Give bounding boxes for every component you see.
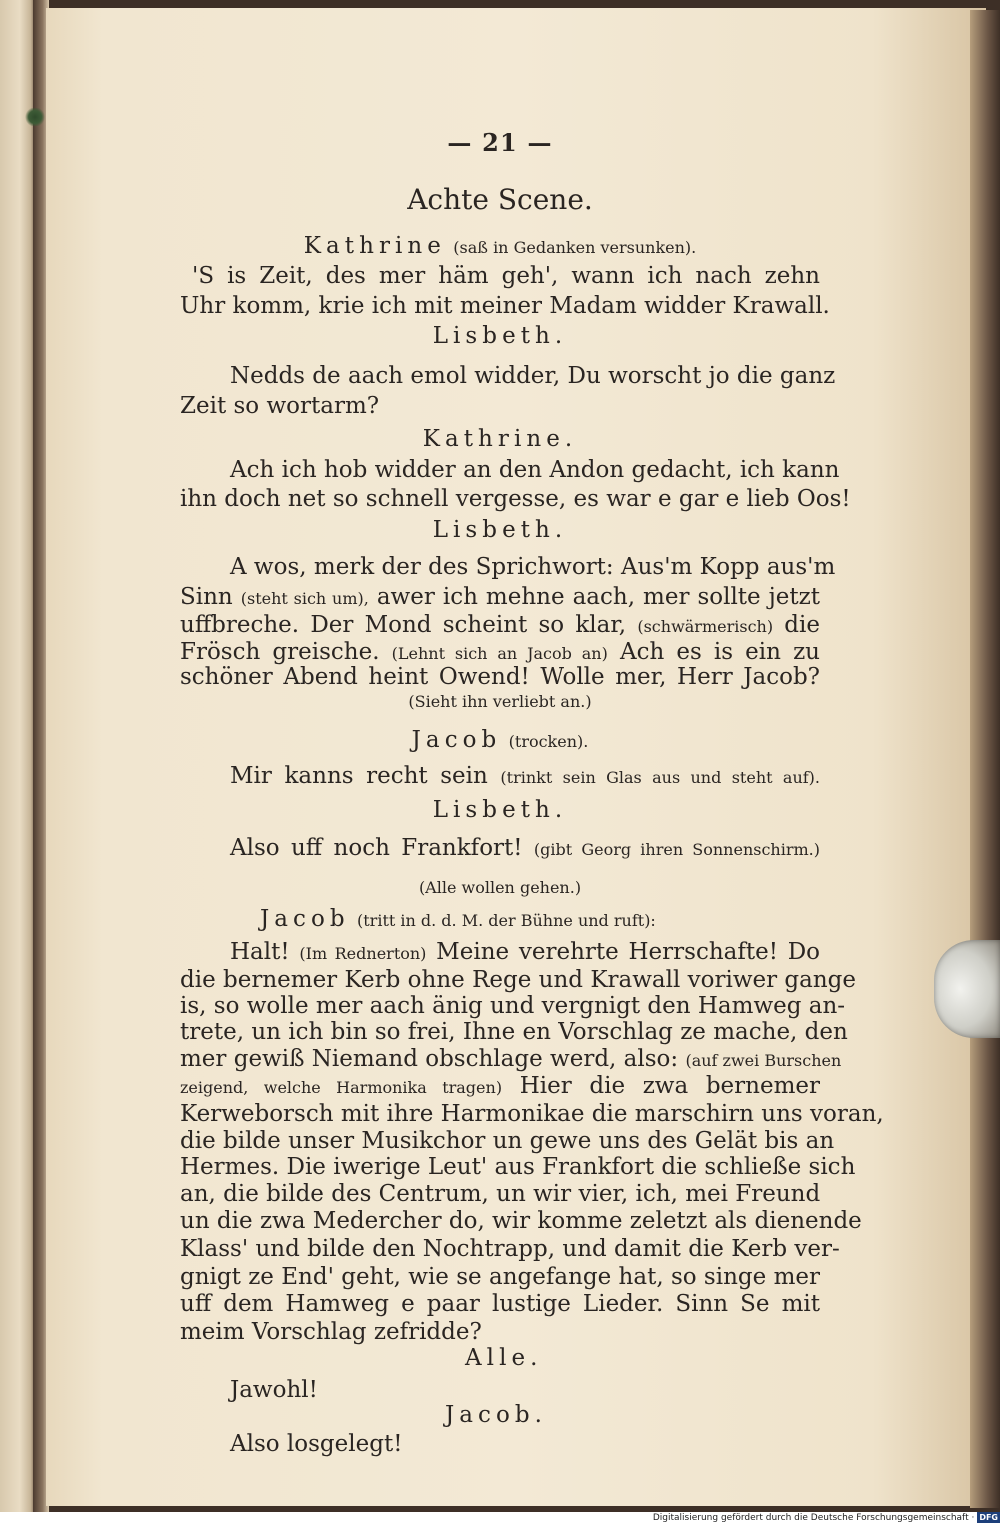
scene-title: Achte Scene.	[407, 183, 593, 216]
speaker-name: Lisbeth.	[432, 323, 568, 349]
dialogue-line: uffbreche. Der Mond scheint so klar, (schwärmerisch) die	[180, 612, 820, 638]
dialogue-line: mer gewiß Niemand obschlage werd, also: (auf zwei Burschen	[180, 1046, 842, 1072]
dialogue-line: A wos, merk der des Sprichwort: Aus'm Kopp aus'm	[230, 554, 836, 580]
dialogue-line: trete, un ich bin so frei, Ihne en Vorschlag ze mache, den	[180, 1019, 848, 1045]
stain-mark	[24, 108, 46, 126]
dialogue-line: schöner Abend heint Owend! Wolle mer, Herr Jacob?	[180, 664, 820, 690]
dialogue-line: Jawohl!	[230, 1377, 318, 1403]
dialogue-line: Also losgelegt!	[230, 1431, 403, 1457]
dialogue-line: zeigend, welche Harmonika tragen) Hier die zwa bernemer	[180, 1073, 821, 1099]
stage-direction: (trinkt sein Glas aus und steht auf).	[500, 768, 820, 787]
page-edge	[970, 10, 1000, 1508]
dialogue-line: Klass' und bilde den Nochtrapp, und damit die Kerb ver-	[180, 1236, 840, 1262]
dialogue-line: Halt! (Im Rednerton) Meine verehrte Herrschafte! Do	[230, 939, 820, 965]
dialogue-line: Ach ich hob widder an den Andon gedacht, ich kann	[230, 457, 840, 483]
speaker-name: Jacob	[411, 727, 502, 753]
stage-direction: (gibt Georg ihren Sonnenschirm.)	[533, 840, 821, 859]
digitization-footer	[600, 1512, 1000, 1525]
stage-direction: (Sieht ihn verliebt an.)	[408, 692, 592, 711]
dialogue-line: uff dem Hamweg e paar lustige Lieder. Sinn Se mit	[180, 1291, 820, 1317]
dfg-logo: DFG	[979, 1513, 998, 1522]
dialogue-line: un die zwa Medercher do, wir komme zeletzt als dienende	[180, 1208, 862, 1234]
stage-direction: (schwärmerisch)	[637, 617, 774, 636]
dialogue-line: die bilde unser Musikchor un gewe uns des Gelät bis an	[180, 1128, 835, 1154]
speaker-heading	[180, 232, 820, 262]
speaker-name: Kathrine	[303, 233, 446, 259]
dialogue-line: meim Vorschlag zefridde?	[180, 1319, 482, 1345]
left-page-edge	[0, 0, 36, 1512]
speaker-name: Lisbeth.	[432, 517, 568, 543]
dialogue-line: an, die bilde des Centrum, un wir vier, ich, mei Freund	[180, 1181, 821, 1207]
speaker-name: Lisbeth.	[432, 797, 568, 823]
stage-direction: (trocken).	[508, 732, 589, 751]
speaker-heading	[180, 726, 820, 756]
stage-direction: (Alle wollen gehen.)	[418, 878, 582, 897]
stage-direction: (saß in Gedanken versunken).	[453, 238, 697, 257]
speaker-name: Kathrine.	[422, 426, 578, 452]
speaker-name: Alle.	[465, 1345, 543, 1371]
dialogue-line: Also uff noch Frankfort! (gibt Georg ihren Sonnenschirm.)	[230, 835, 821, 861]
dialogue-line: Hermes. Die iwerige Leut' aus Frankfort die schließe sich	[180, 1154, 856, 1180]
dialogue-line: Nedds de aach emol widder, Du worscht jo die ganz	[230, 363, 836, 389]
bookmark-tab	[934, 940, 1000, 1038]
dialogue-line: Sinn (steht sich um), awer ich mehne aach, mer sollte jetzt	[180, 584, 821, 610]
speaker-name: Jacob	[260, 906, 350, 932]
dialogue-line: Frösch greische. (Lehnt sich an Jacob an) Ach es is ein zu	[180, 639, 820, 665]
dialogue-line: Uhr komm, krie ich mit meiner Madam widder Krawall.	[180, 293, 830, 319]
dialogue-line: Zeit so wortarm?	[180, 393, 380, 419]
dialogue-line: is, so wolle mer aach änig und vergnigt den Hamweg an-	[180, 993, 846, 1019]
speaker-name: Jacob.	[445, 1402, 548, 1428]
dialogue-line: gnigt ze End' geht, wie se angefange hat, so singe mer	[180, 1264, 820, 1290]
stage-direction: (Lehnt sich an Jacob an)	[391, 644, 608, 663]
dialogue-line: 'S is Zeit, des mer häm geh', wann ich nach zehn	[192, 263, 820, 289]
page-number: — 21 —	[447, 128, 553, 157]
stage-direction: (auf zwei Burschen	[685, 1051, 842, 1070]
footer-text: Digitalisierung gefördert durch die Deutsche Forschungsgemeinschaft ·	[652, 1513, 975, 1523]
stage-direction: zeigend, welche Harmonika tragen)	[180, 1078, 503, 1097]
stage-direction: (Im Rednerton)	[299, 944, 427, 963]
dialogue-line: ihn doch net so schnell vergesse, es war e gar e lieb Oos!	[180, 486, 851, 512]
dialogue-line: Mir kanns recht sein (trinkt sein Glas aus und steht auf).	[230, 763, 820, 789]
dialogue-line: Kerweborsch mit ihre Harmonikae die marschirn uns voran,	[180, 1101, 884, 1127]
speaker-heading	[260, 905, 656, 935]
stage-direction: (tritt in d. d. M. der Bühne und ruft):	[357, 911, 656, 930]
stage-direction: (steht sich um),	[240, 589, 369, 608]
dialogue-line: die bernemer Kerb ohne Rege und Krawall voriwer gange	[180, 967, 857, 993]
